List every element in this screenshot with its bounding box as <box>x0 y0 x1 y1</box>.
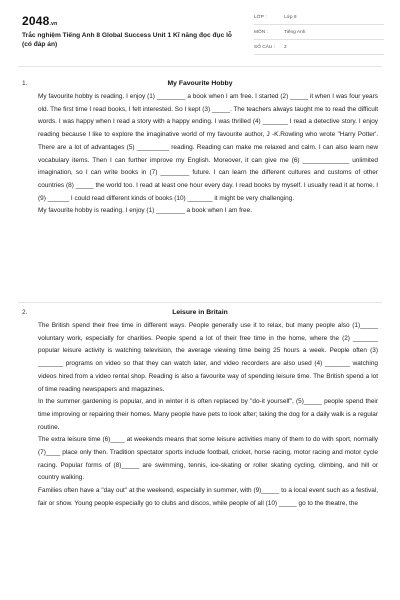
meta-underline <box>254 24 384 25</box>
question-number: 2. <box>22 309 28 316</box>
question-number: 1. <box>22 80 28 87</box>
meta-label: LỚP : <box>254 15 267 20</box>
meta-label: SỐ CÂU : <box>254 45 276 50</box>
meta-underline <box>254 54 384 55</box>
meta-label: MÔN : <box>254 30 268 35</box>
document-title: Trắc nghiệm Tiếng Anh 8 Global Success Unit 1 Kĩ năng đọc đục lỗ (có đáp án) <box>22 32 232 48</box>
passage-title: Leisure in Britain <box>172 309 228 316</box>
question-1 <box>22 80 378 218</box>
meta-value: Lớp 8 <box>284 15 297 20</box>
logo-text: 2048 <box>22 14 50 28</box>
header-divider <box>18 66 382 67</box>
passage-paragraph: My favourite hobby is reading. I enjoy (1) ________ a book when I am free. I started (2) _____ it when I was four years old. The first time I read books, I felt interested. So I kept (3) _____. The teachers always taught me to read the difficult words. I was happy when I read a story with a happy ending. I was thrilled (4) _______ I read a detective story. I enjoy reading because I like to explore the imaginative world of my favourite author, J -K.Rowling who wrote "Harry Potter'. There are a lot of advantages (5) _________ reading. Reading can make me relaxed and calm. I can also learn new vocabulary items. Then I can further improve my English. Moreover, it can give me (6) _____________ unlimited imagination, so I can write books in (7) ________ future. I can learn the different cultures and customs of other countries (8) _____ the world too. I read at least one hour every day. I read books by myself. I usually read it at home. I (9) ______ I could read different kinds of books (10) _______ it might be very challenging. <box>38 93 378 202</box>
passage-paragraph: In the summer gardening is popular, and in winter it is often replaced by "do-it yourself", (5)_____ people spend their time improving or repairing their homes. Many people have pets to look after; taking the dog for a daily walk is a regular routine. <box>38 398 378 431</box>
passage-body <box>38 91 378 218</box>
passage-body <box>38 320 378 511</box>
passage-paragraph: The British spend their free time in different ways. People generally use it to relax, but many people also (1)_____ voluntary work, especially for charities. People spend a lot of their free time in the home, where the (2) _______ popular leisure activity is watching television, the average viewing time being 25 hours a week. People often (3) _______ programs on video so that they can watch later, and video recorders are also used (4) _______ watching videos hired from a video rental shop. Reading is also a favourite way of spending leisure time. The British spend a lot of time reading newspapers and magazines. <box>38 322 378 393</box>
page-header <box>0 0 400 60</box>
meta-panel <box>254 14 384 55</box>
meta-row-question-count <box>254 44 384 55</box>
passage-paragraph: My favourite hobby is reading. I enjoy (1) ________ a book when I am free. <box>38 207 252 215</box>
meta-row-subject <box>254 29 384 40</box>
meta-row-class <box>254 14 384 25</box>
question-divider <box>18 302 382 303</box>
passage-title: My Favourite Hobby <box>167 80 233 87</box>
question-2 <box>22 309 378 511</box>
meta-underline <box>254 39 384 40</box>
passage-paragraph: The extra leisure time (6)____ at weekends means that some leisure activities many of them to do with sport, normally (7)____ place only then. Tradition spectator sports include football, cricket, horse racing, motor racing and motor cycle racing. Popular forms of (8)_____ are swimming, tennis, ice-skating or roller skating cycling, climbing, and hill or country walking. <box>38 436 378 482</box>
meta-value: Tiếng Anh <box>284 30 306 35</box>
site-logo[interactable] <box>22 14 57 28</box>
meta-value: 2 <box>284 45 287 50</box>
logo-suffix: .vn <box>49 21 58 27</box>
passage-paragraph: Families often have a "day out" at the weekend, especially in summer, with (9)_____ to a local event such as a festival, fair or show. Young people especially go to clubs and discos, while people of all (10) _____ go to the theatre, the <box>38 487 378 507</box>
